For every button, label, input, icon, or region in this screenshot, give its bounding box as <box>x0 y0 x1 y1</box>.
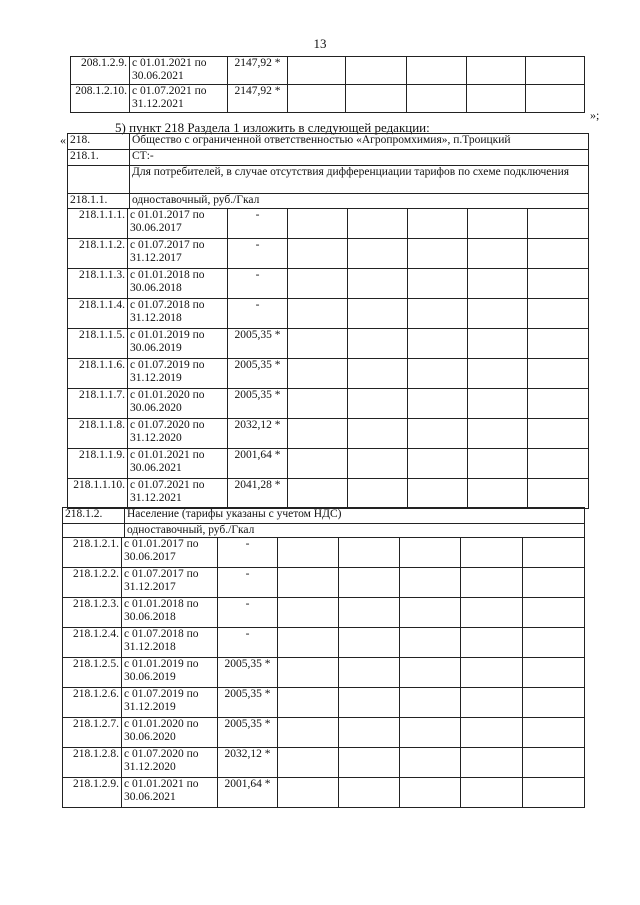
row-code: 218.1.2.1. <box>63 538 122 568</box>
sec2-sub-label: одноставочный, руб./Гкал <box>125 524 585 538</box>
row-price: 2001,64 * <box>228 449 288 479</box>
row-code: 218.1.1.4. <box>68 299 128 329</box>
table-row <box>63 628 585 658</box>
row-price: 2041,28 * <box>228 479 288 509</box>
empty-cell <box>461 748 523 778</box>
table-row <box>68 269 589 299</box>
empty-cell <box>288 209 348 239</box>
period-end: 30.06.2017 <box>124 551 176 563</box>
row-code: 208.1.2.10. <box>71 85 130 113</box>
empty-cell <box>408 449 468 479</box>
empty-cell <box>278 538 339 568</box>
empty-cell <box>408 269 468 299</box>
period-end: 30.06.2019 <box>124 671 176 683</box>
period-start: с 01.07.2018 по <box>124 628 199 640</box>
period-end: 30.06.2019 <box>130 342 182 354</box>
period-start: с 01.01.2021 по <box>124 778 199 790</box>
row-period <box>122 658 218 688</box>
empty-cell <box>339 658 400 688</box>
row-price: - <box>228 209 288 239</box>
row-period <box>122 598 218 628</box>
empty-cell <box>407 57 467 85</box>
empty-cell <box>528 479 589 509</box>
table-row <box>63 598 585 628</box>
row-period <box>128 269 228 299</box>
section-2-table <box>62 537 585 808</box>
period-start: с 01.07.2017 по <box>124 568 199 580</box>
row-price: - <box>218 568 278 598</box>
code-218-1-2: 218.1.2. <box>63 508 125 524</box>
empty-cell <box>288 329 348 359</box>
empty-cell <box>288 57 346 85</box>
table-row <box>68 449 589 479</box>
period-start: с 01.01.2017 по <box>124 538 199 550</box>
row-price: - <box>218 598 278 628</box>
row-code: 218.1.1.3. <box>68 269 128 299</box>
empty-cell <box>408 359 468 389</box>
period-start: с 01.01.2021 по <box>130 449 205 461</box>
period-start: с 01.07.2021 по <box>132 85 207 97</box>
table-row <box>68 359 589 389</box>
table-row <box>68 389 589 419</box>
empty-cell <box>348 419 408 449</box>
row-code: 208.1.2.9. <box>71 57 130 85</box>
org-name: Общество с ограниченной ответственностью «Агропромхимия», п.Троицкий <box>130 134 589 150</box>
empty-cell <box>528 329 589 359</box>
empty-cell <box>288 479 348 509</box>
period-end: 30.06.2020 <box>124 731 176 743</box>
row-period <box>130 57 228 85</box>
row-period <box>122 748 218 778</box>
empty-cell <box>528 359 589 389</box>
period-start: с 01.07.2019 по <box>124 688 199 700</box>
empty-cell <box>339 628 400 658</box>
empty-cell <box>348 359 408 389</box>
period-start: с 01.07.2020 по <box>124 748 199 760</box>
table-row <box>68 299 589 329</box>
empty-cell <box>408 389 468 419</box>
period-end: 30.06.2021 <box>130 462 182 474</box>
empty-cell <box>461 658 523 688</box>
row-price: 2005,35 * <box>218 688 278 718</box>
code-218-1: 218.1. <box>68 150 130 166</box>
period-start: с 01.01.2020 по <box>130 389 205 401</box>
empty-cell <box>523 598 585 628</box>
period-start: с 01.07.2021 по <box>130 479 205 491</box>
period-end: 31.12.2020 <box>130 432 182 444</box>
empty-cell <box>408 329 468 359</box>
empty-cell <box>461 628 523 658</box>
table-row <box>71 57 585 85</box>
period-end: 31.12.2021 <box>132 98 184 110</box>
empty-cell <box>288 389 348 419</box>
empty-cell <box>400 778 461 808</box>
empty-cell <box>288 419 348 449</box>
empty-cell <box>408 209 468 239</box>
table-row <box>63 718 585 748</box>
empty-cell <box>346 85 407 113</box>
row-period <box>128 479 228 509</box>
row-price: - <box>228 269 288 299</box>
row-code: 218.1.2.8. <box>63 748 122 778</box>
empty-cell <box>461 688 523 718</box>
period-start: с 01.07.2018 по <box>130 299 205 311</box>
code-218: 218. <box>68 134 130 150</box>
table-row <box>71 85 585 113</box>
period-end: 30.06.2017 <box>130 222 182 234</box>
empty-cell <box>348 479 408 509</box>
row-code: 218.1.1.7. <box>68 389 128 419</box>
row-period <box>128 239 228 269</box>
row-period <box>122 718 218 748</box>
empty-cell <box>523 718 585 748</box>
row-code: 218.1.1.5. <box>68 329 128 359</box>
period-end: 31.12.2018 <box>124 641 176 653</box>
empty-cell <box>339 718 400 748</box>
empty-cell <box>461 568 523 598</box>
empty-cell <box>526 57 585 85</box>
table-row <box>68 329 589 359</box>
row-period <box>122 778 218 808</box>
empty-cell <box>468 419 528 449</box>
row-price: 2001,64 * <box>218 778 278 808</box>
period-start: с 01.01.2019 по <box>130 329 205 341</box>
row-code: 218.1.1.8. <box>68 419 128 449</box>
empty-cell <box>339 778 400 808</box>
empty-cell <box>278 778 339 808</box>
period-start: с 01.01.2018 по <box>130 269 205 281</box>
row-code: 218.1.1.10. <box>68 479 128 509</box>
row-price: - <box>218 538 278 568</box>
empty-cell <box>523 658 585 688</box>
empty-cell <box>278 598 339 628</box>
empty-cell <box>526 85 585 113</box>
row-period <box>122 538 218 568</box>
empty-cell <box>408 239 468 269</box>
row-price: 2005,35 * <box>228 329 288 359</box>
section-2-header <box>62 507 585 538</box>
row-price: 2032,12 * <box>228 419 288 449</box>
empty-cell <box>408 299 468 329</box>
period-end: 30.06.2018 <box>124 611 176 623</box>
empty-cell <box>468 209 528 239</box>
empty-cell <box>288 359 348 389</box>
sec1-label: одноставочный, руб./Гкал <box>130 194 589 209</box>
empty-cell <box>523 568 585 598</box>
period-end: 30.06.2021 <box>132 70 184 82</box>
empty-cell <box>278 568 339 598</box>
empty-cell <box>528 239 589 269</box>
empty-cell <box>468 239 528 269</box>
empty-cell <box>528 389 589 419</box>
empty-cell <box>348 329 408 359</box>
period-end: 31.12.2019 <box>130 372 182 384</box>
period-end: 31.12.2021 <box>130 492 182 504</box>
table-row <box>63 748 585 778</box>
empty-cell <box>528 209 589 239</box>
empty-cell <box>348 209 408 239</box>
row-code: 218.1.1.9. <box>68 449 128 479</box>
empty-cell <box>461 718 523 748</box>
row-period <box>128 329 228 359</box>
row-period <box>128 449 228 479</box>
period-end: 31.12.2019 <box>124 701 176 713</box>
empty-cell <box>408 479 468 509</box>
empty-cell <box>278 628 339 658</box>
empty-cell <box>523 778 585 808</box>
row-code: 218.1.1.1. <box>68 209 128 239</box>
period-start: с 01.07.2020 по <box>130 419 205 431</box>
period-end: 31.12.2020 <box>124 761 176 773</box>
empty-cell <box>348 239 408 269</box>
empty-cell <box>346 57 407 85</box>
table-row <box>63 568 585 598</box>
empty-cell <box>468 329 528 359</box>
empty-cell <box>523 628 585 658</box>
period-start: с 01.07.2017 по <box>130 239 205 251</box>
table-row <box>63 658 585 688</box>
row-price: 2005,35 * <box>218 718 278 748</box>
row-price: 2032,12 * <box>218 748 278 778</box>
empty-cell <box>348 389 408 419</box>
row-price: 2147,92 * <box>228 57 288 85</box>
empty-cell <box>288 299 348 329</box>
empty-cell <box>468 449 528 479</box>
row-period <box>128 389 228 419</box>
period-end: 30.06.2021 <box>124 791 176 803</box>
row-price: 2147,92 * <box>228 85 288 113</box>
period-start: с 01.07.2019 по <box>130 359 205 371</box>
opening-quote: « <box>60 133 66 147</box>
empty-cell <box>278 718 339 748</box>
period-end: 31.12.2017 <box>130 252 182 264</box>
section-1-table <box>67 208 589 509</box>
empty-cell <box>348 269 408 299</box>
row-period <box>122 628 218 658</box>
st-label: СТ:- <box>130 150 589 166</box>
row-code: 218.1.2.9. <box>63 778 122 808</box>
sec2-label: Население (тарифы указаны с учетом НДС) <box>125 508 585 524</box>
period-end: 31.12.2018 <box>130 312 182 324</box>
empty-cell <box>400 718 461 748</box>
section-218-header <box>67 133 589 209</box>
row-price: 2005,35 * <box>228 359 288 389</box>
period-start: с 01.01.2021 по <box>132 57 207 69</box>
empty-cell <box>461 598 523 628</box>
empty-cell <box>400 688 461 718</box>
row-period <box>122 688 218 718</box>
row-price: 2005,35 * <box>218 658 278 688</box>
empty-cell <box>461 538 523 568</box>
empty-cell <box>339 688 400 718</box>
row-price: - <box>228 299 288 329</box>
row-period <box>130 85 228 113</box>
empty-cell <box>339 538 400 568</box>
period-end: 30.06.2020 <box>130 402 182 414</box>
table-row <box>68 419 589 449</box>
table-row <box>63 538 585 568</box>
empty-cell <box>468 299 528 329</box>
row-code: 218.1.2.5. <box>63 658 122 688</box>
item-5-heading: 5) пункт 218 Раздела 1 изложить в следующей редакции: <box>115 120 430 135</box>
table-row <box>63 688 585 718</box>
period-start: с 01.01.2020 по <box>124 718 199 730</box>
row-period <box>128 419 228 449</box>
empty-cell <box>523 748 585 778</box>
empty-cell <box>339 598 400 628</box>
row-price: 2005,35 * <box>228 389 288 419</box>
empty-cell <box>468 479 528 509</box>
empty-cell <box>407 85 467 113</box>
empty-cell <box>339 748 400 778</box>
table-row <box>68 479 589 509</box>
empty-cell <box>288 85 346 113</box>
empty-cell <box>348 449 408 479</box>
empty-cell <box>288 449 348 479</box>
empty-cell <box>523 538 585 568</box>
row-period <box>122 568 218 598</box>
empty-cell <box>468 359 528 389</box>
empty-cell <box>468 269 528 299</box>
row-price: - <box>218 628 278 658</box>
empty-cell <box>528 449 589 479</box>
empty-cell <box>400 568 461 598</box>
table-row <box>68 209 589 239</box>
empty-cell <box>348 299 408 329</box>
row-period <box>128 359 228 389</box>
empty-cell <box>467 85 526 113</box>
row-period <box>128 299 228 329</box>
empty-cell <box>461 778 523 808</box>
row-period <box>128 209 228 239</box>
empty-cell <box>288 269 348 299</box>
code-218-1-1: 218.1.1. <box>68 194 130 209</box>
period-start: с 01.01.2019 по <box>124 658 199 670</box>
empty-cell <box>288 239 348 269</box>
row-code: 218.1.2.3. <box>63 598 122 628</box>
empty-cell <box>400 748 461 778</box>
closing-quote: »; <box>590 108 600 122</box>
empty-cell <box>400 538 461 568</box>
empty-cell <box>528 419 589 449</box>
row-code: 218.1.1.6. <box>68 359 128 389</box>
empty-cell <box>408 419 468 449</box>
page-number: 13 <box>313 36 327 51</box>
empty-cell <box>278 688 339 718</box>
top-tariff-table <box>70 56 585 113</box>
row-code: 218.1.2.6. <box>63 688 122 718</box>
empty-cell <box>467 57 526 85</box>
table-row <box>68 239 589 269</box>
empty-cell <box>523 688 585 718</box>
empty-cell <box>278 658 339 688</box>
row-code: 218.1.1.2. <box>68 239 128 269</box>
empty-cell <box>468 389 528 419</box>
period-end: 31.12.2017 <box>124 581 176 593</box>
row-code: 218.1.2.7. <box>63 718 122 748</box>
consumers-text: Для потребителей, в случае отсутствия дифференциации тарифов по схеме подключения <box>130 166 589 194</box>
empty-cell <box>400 598 461 628</box>
empty-cell <box>278 748 339 778</box>
empty-cell <box>400 628 461 658</box>
row-code: 218.1.2.2. <box>63 568 122 598</box>
row-code: 218.1.2.4. <box>63 628 122 658</box>
row-price: - <box>228 239 288 269</box>
period-start: с 01.01.2018 по <box>124 598 199 610</box>
empty-cell <box>339 568 400 598</box>
period-start: с 01.01.2017 по <box>130 209 205 221</box>
table-row <box>63 778 585 808</box>
empty-cell <box>400 658 461 688</box>
period-end: 30.06.2018 <box>130 282 182 294</box>
empty-cell <box>528 299 589 329</box>
empty-cell <box>528 269 589 299</box>
